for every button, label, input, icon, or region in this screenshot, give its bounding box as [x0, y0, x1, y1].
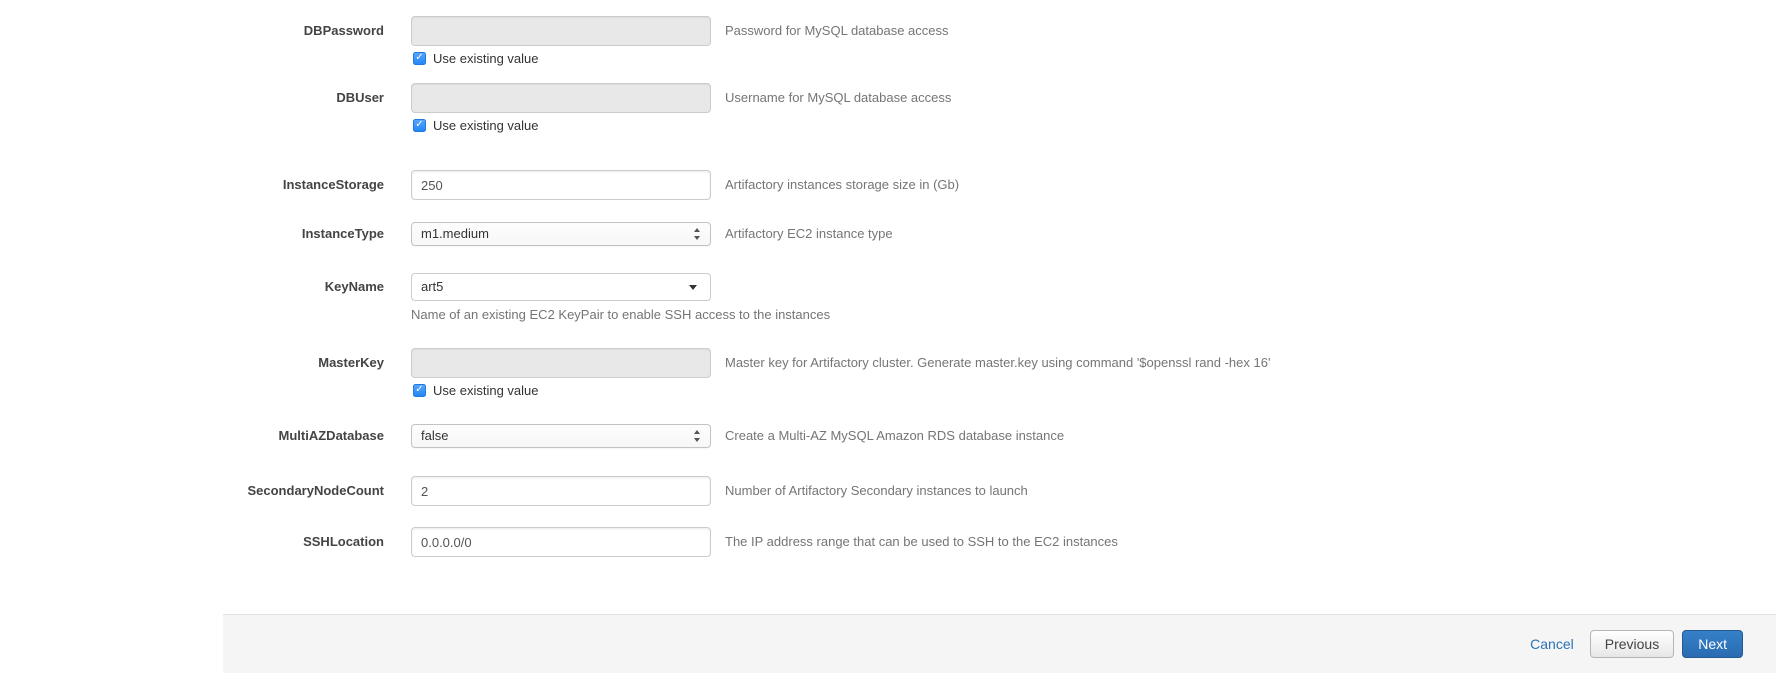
multiazdatabase-label: MultiAZDatabase [278, 428, 384, 443]
use-existing-value-label: Use existing value [433, 118, 539, 133]
form-row-dbuser [0, 83, 1776, 133]
dbuser-description: Username for MySQL database access [725, 90, 952, 105]
form-row-multiazdatabase [0, 424, 1776, 448]
dbuser-label: DBUser [336, 90, 384, 105]
keyname-label: KeyName [324, 279, 384, 294]
form-row-keyname [0, 273, 1776, 322]
use-existing-value-label: Use existing value [433, 51, 539, 66]
form-row-sshlocation [0, 527, 1776, 557]
form-row-secondarynodecount [0, 476, 1776, 506]
masterkey-input [411, 348, 711, 378]
sshlocation-label: SSHLocation [303, 534, 384, 549]
instancestorage-label: InstanceStorage [282, 177, 384, 192]
multiazdatabase-description: Create a Multi-AZ MySQL Amazon RDS database instance [725, 428, 1065, 443]
instancetype-select[interactable] [411, 222, 711, 246]
previous-button[interactable]: Previous [1590, 630, 1674, 658]
form-row-masterkey [0, 348, 1776, 398]
secondarynodecount-description: Number of Artifactory Secondary instances to launch [725, 483, 1028, 498]
masterkey-label: MasterKey [318, 355, 384, 370]
dbuser-use-existing-checkbox[interactable] [413, 119, 426, 132]
dbpassword-use-existing-checkbox[interactable] [413, 52, 426, 65]
secondarynodecount-input[interactable] [411, 476, 711, 506]
dbpassword-description: Password for MySQL database access [725, 23, 949, 38]
caret-down-icon [689, 285, 697, 290]
instancestorage-input[interactable] [411, 170, 711, 200]
keyname-dropdown[interactable] [411, 273, 711, 301]
instancetype-description: Artifactory EC2 instance type [725, 226, 893, 241]
keyname-selected-value: art5 [421, 279, 444, 294]
instancetype-label: InstanceType [301, 226, 384, 241]
multiazdatabase-select[interactable] [411, 424, 711, 448]
masterkey-use-existing-checkbox[interactable] [413, 384, 426, 397]
form-row-instancestorage [0, 170, 1776, 200]
dbpassword-label: DBPassword [303, 23, 384, 38]
instancestorage-description: Artifactory instances storage size in (Gb) [725, 177, 960, 192]
sshlocation-input[interactable] [411, 527, 711, 557]
secondarynodecount-label: SecondaryNodeCount [247, 483, 384, 498]
dbuser-input [411, 83, 711, 113]
select-updown-icon [693, 228, 702, 240]
instancetype-selected-value: m1.medium [421, 226, 489, 241]
form-row-dbpassword [0, 16, 1776, 66]
dbpassword-input [411, 16, 711, 46]
use-existing-value-label: Use existing value [433, 383, 539, 398]
keyname-help-text: Name of an existing EC2 KeyPair to enable SSH access to the instances [411, 307, 831, 322]
select-updown-icon [693, 430, 702, 442]
form-row-instancetype [0, 222, 1776, 246]
sshlocation-description: The IP address range that can be used to SSH to the EC2 instances [725, 534, 1118, 549]
masterkey-description: Master key for Artifactory cluster. Generate master.key using command '$openssl rand -hex 16' [725, 355, 1271, 370]
wizard-footer [223, 614, 1776, 673]
cancel-link[interactable]: Cancel [1530, 636, 1574, 652]
next-button[interactable]: Next [1682, 630, 1743, 658]
multiazdatabase-selected-value: false [421, 428, 449, 443]
